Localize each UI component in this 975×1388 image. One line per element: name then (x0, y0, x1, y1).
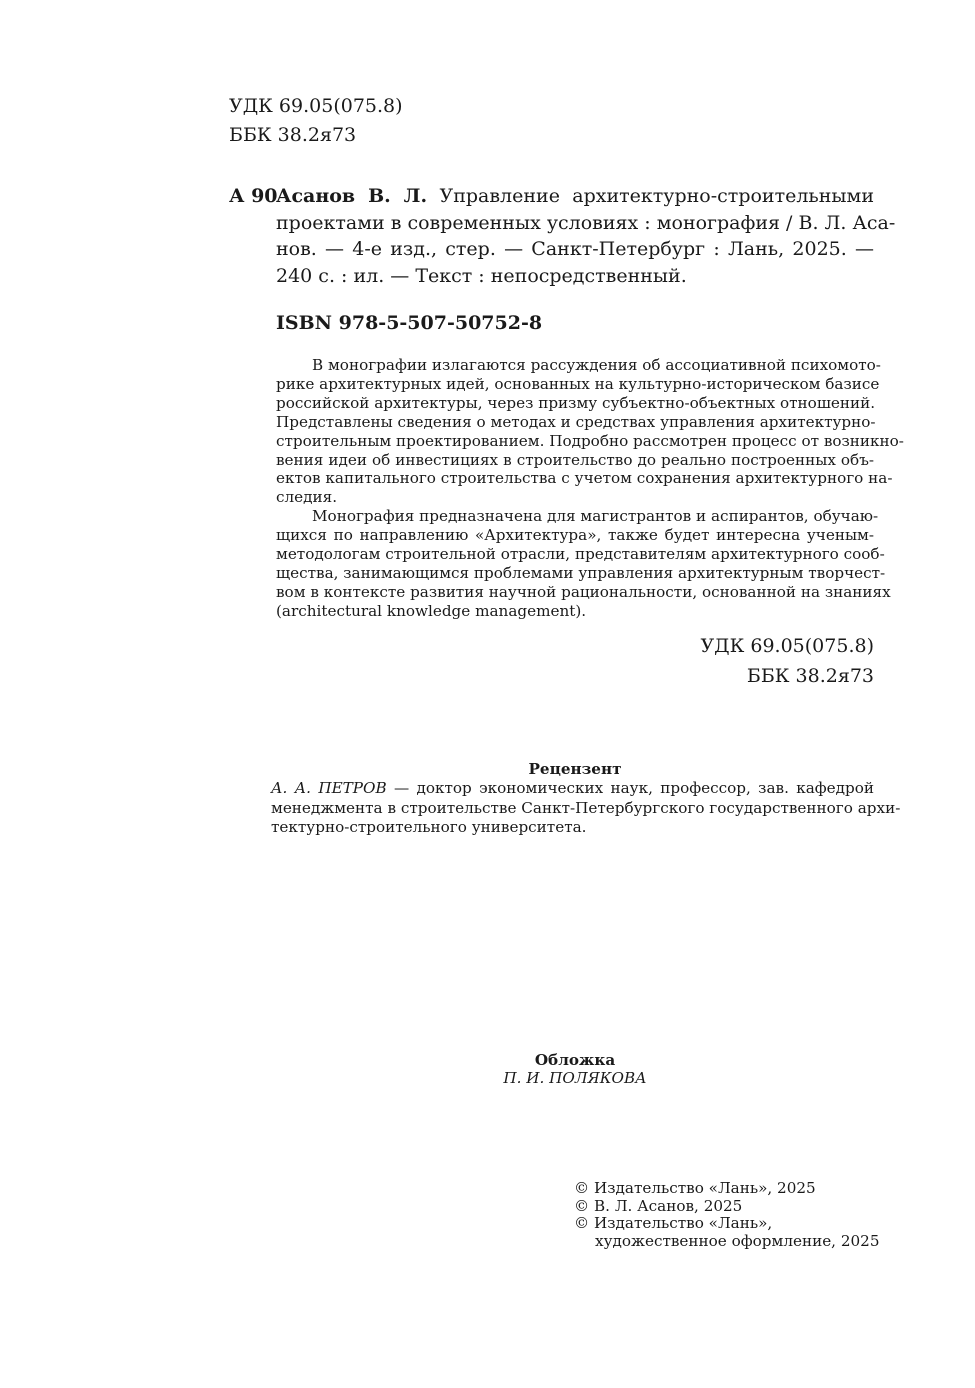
abstract (276, 356, 904, 621)
copyright-line: © Издательство «Лань», 2025 (574, 1179, 816, 1197)
abstract-line: российской архитектуры, через призму субъектно-объектных отношений. (276, 393, 876, 412)
entry-line: 240 с. : ил. — Текст : непосредственный. (276, 264, 687, 287)
entry-line: Асанов В. Л. Управление архитектурно-строительными (276, 185, 874, 207)
reviewer-name: А. А. ПЕТРОВ (271, 779, 387, 797)
reviewer-info (271, 779, 901, 838)
reviewer-line: менеджмента в строительстве Санкт-Петербургского государственного архи- (271, 798, 901, 817)
copyright-block (574, 1180, 880, 1250)
abstract-line: вения идеи об инвестициях в строительство до реально построенных объ- (276, 450, 874, 469)
abstract-line: (architectural knowledge management). (276, 601, 587, 620)
copyright-line: © В. Л. Асанов, 2025 (574, 1196, 743, 1215)
cover-heading: Обложка (534, 1051, 616, 1069)
entry-line: проектами в современных условиях : монография / В. Л. Аса- (276, 211, 896, 234)
udk-code: УДК 69.05(075.8) (700, 635, 874, 657)
entry-author: Асанов В. Л. (276, 185, 428, 207)
author-mark: А 90 (229, 185, 278, 207)
classification-top (229, 92, 403, 150)
entry-line: нов. — 4-е изд., стер. — Санкт-Петербург : Лань, 2025. — (276, 238, 874, 260)
udk-code: УДК 69.05(075.8) (229, 95, 403, 117)
abstract-line: методологам строительной отрасли, представителям архитектурного сооб- (276, 545, 885, 564)
reviewer-heading: Рецензент (528, 760, 622, 778)
abstract-line: В монографии излагаются рассуждения об ассоциативной психомото- (312, 356, 881, 374)
abstract-line: рике архитектурных идей, основанных на культурно-историческом базисе (276, 374, 880, 393)
abstract-line: щества, занимающимся проблемами управления архитектурным творчест- (276, 563, 886, 582)
abstract-line: следия. (276, 488, 338, 507)
abstract-line: ектов капитального строительства с учетом сохранения архитектурного на- (276, 469, 893, 488)
abstract-line: вом в контексте развития научной рациональности, основанной на знаниях (276, 582, 891, 601)
isbn: ISBN 978-5-507-50752-8 (276, 312, 543, 334)
bibliographic-entry (276, 183, 896, 289)
reviewer-line: тектурно-строительного университета. (271, 818, 587, 837)
abstract-line: Монография предназначена для магистрантов и аспирантов, обучаю- (312, 507, 879, 526)
abstract-line: щихся по направлению «Архитектура», также будет интересна ученым- (276, 526, 874, 545)
bbk-code: ББК 38.2я73 (746, 665, 874, 687)
abstract-line: Представлены сведения о методах и средствах управления архитектурно- (276, 412, 876, 431)
reviewer-line: А. А. ПЕТРОВ — доктор экономических наук, профессор, зав. кафедрой (271, 779, 874, 797)
bbk-code: ББК 38.2я73 (229, 124, 357, 146)
abstract-line: строительным проектированием. Подробно рассмотрен процесс от возникно- (276, 431, 904, 450)
cover-designer: П. И. ПОЛЯКОВА (503, 1069, 647, 1087)
copyright-line: художественное оформление, 2025 (595, 1231, 880, 1250)
copyright-line: © Издательство «Лань», (574, 1214, 773, 1233)
classification-bottom (700, 631, 874, 691)
